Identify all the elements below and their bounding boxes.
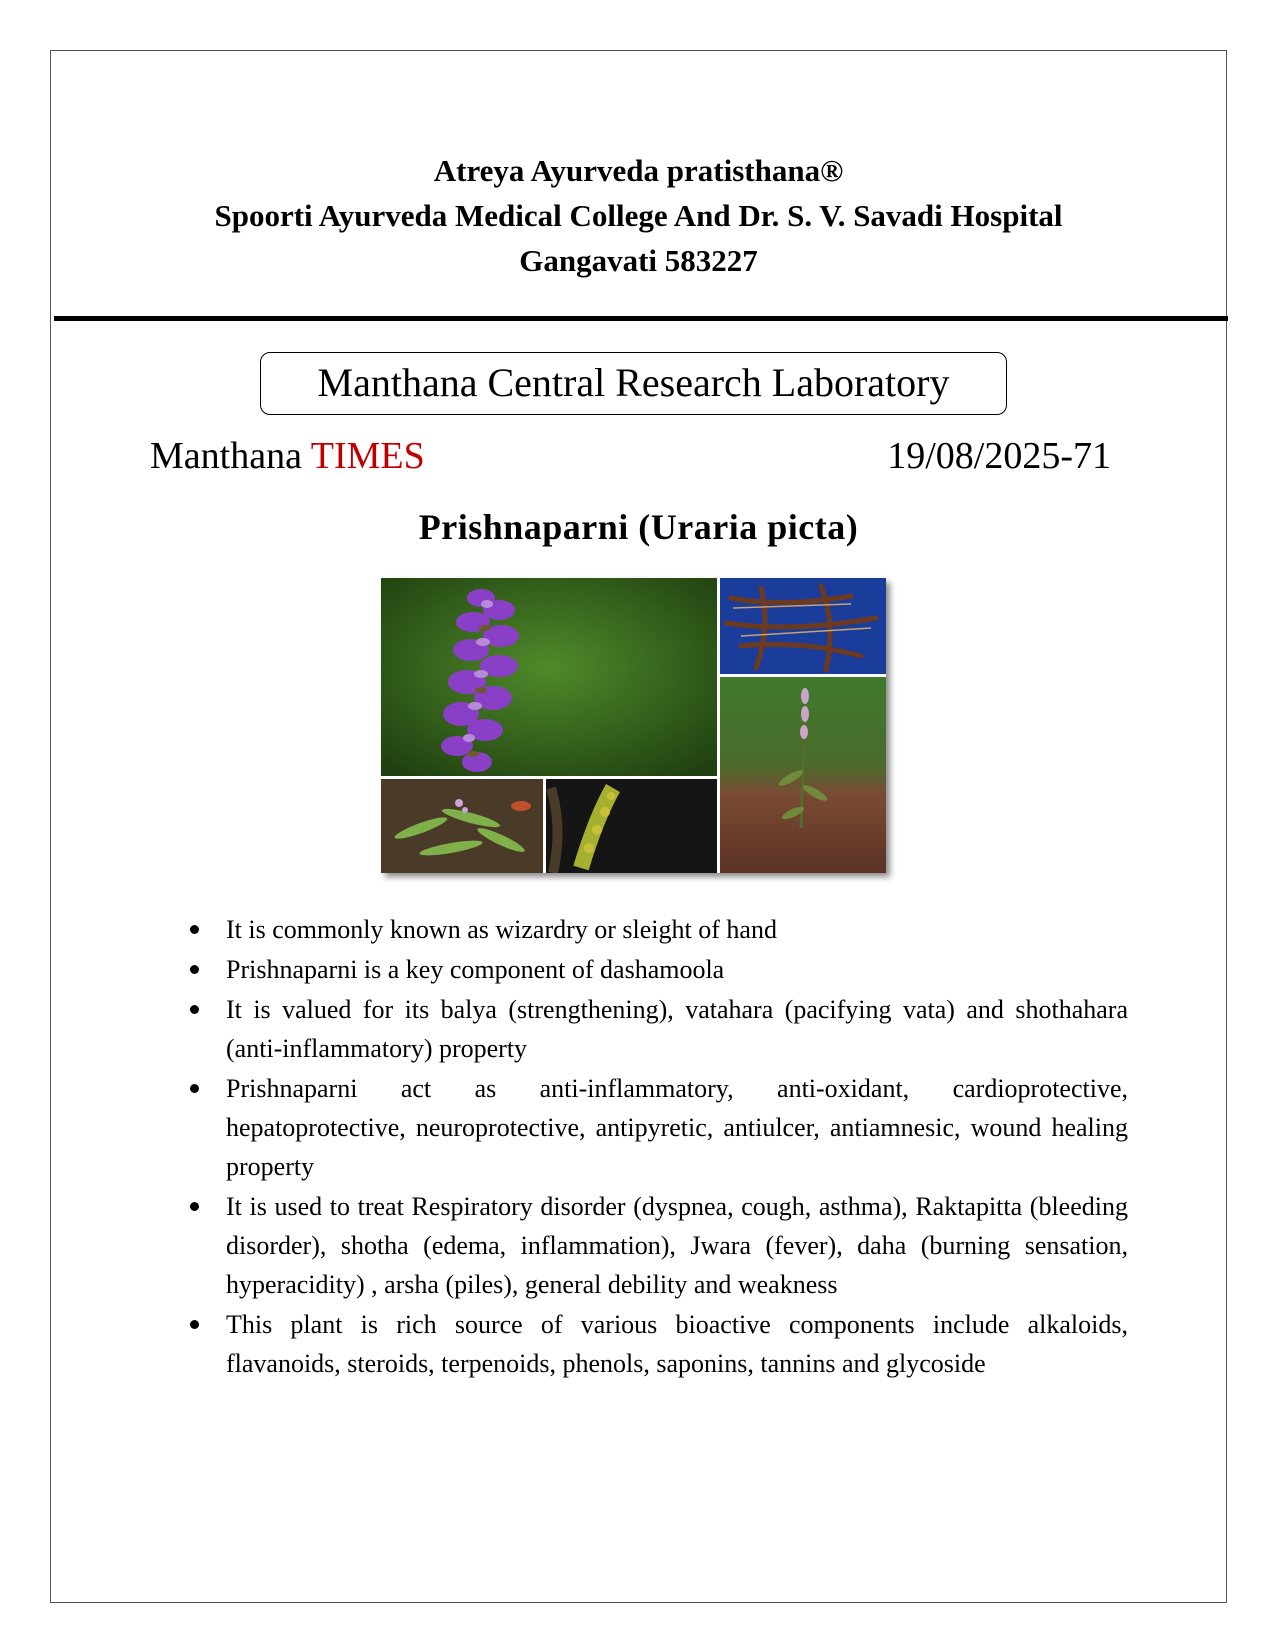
list-item <box>188 1305 1128 1383</box>
list-item-text: Prishnaparni is a key component of dashamoola <box>226 955 725 984</box>
lab-name-box: Manthana Central Research Laboratory <box>260 352 1007 415</box>
list-item-text: It is commonly known as wizardry or sleight of hand <box>226 915 777 944</box>
header-divider <box>54 316 1228 321</box>
header-line-2: Spoorti Ayurveda Medical College And Dr. S. V. Savadi Hospital <box>214 198 1063 233</box>
list-item-text: It is valued for its balya (strengthening), vatahara (pacifying vata) and shothahara (anti-inflammatory) property <box>226 995 1128 1063</box>
field-plant-photo <box>720 677 886 873</box>
article-bullet-list <box>188 910 1128 1384</box>
list-item <box>188 990 1128 1068</box>
list-item <box>188 1187 1128 1304</box>
seedling-photo <box>381 779 543 873</box>
bullet-icon <box>190 925 199 934</box>
plant-photo-collage <box>381 578 886 873</box>
seed-pod-photo <box>546 779 717 873</box>
institution-header <box>50 148 1227 283</box>
list-item <box>188 950 1128 989</box>
bullet-icon <box>190 1202 199 1211</box>
newsletter-name-prefix: Manthana <box>150 435 311 477</box>
roots-photo <box>720 578 886 674</box>
bullet-icon <box>190 1084 199 1093</box>
newsletter-name-accent: TIMES <box>310 435 425 477</box>
bullet-icon <box>190 1320 199 1329</box>
newsletter-name <box>150 433 425 479</box>
list-item-text: This plant is rich source of various bioactive components include alkaloids, flavanoids, steroids, terpenoids, phenols, saponins, tannins and glycoside <box>226 1310 1128 1378</box>
bullet-icon <box>190 965 199 974</box>
header-line-1: Atreya Ayurveda pratisthana® <box>433 153 844 188</box>
list-item <box>188 910 1128 949</box>
list-item-text: It is used to treat Respiratory disorder (dyspnea, cough, asthma), Raktapitta (bleeding disorder), shotha (edema, inflammation), Jwara (fever), daha (burning sensation, hyperacidity) , arsha (piles), general debility and weakness <box>226 1192 1128 1299</box>
header-line-3: Gangavati 583227 <box>519 243 758 278</box>
article-title: Prishnaparni (Uraria picta) <box>418 507 859 547</box>
list-item <box>188 1069 1128 1186</box>
list-item-text: Prishnaparni act as anti-inflammatory, anti-oxidant, cardioprotective, hepatoprotective, neuroprotective, antipyretic, antiulcer, antiamnesic, wound healing property <box>226 1074 1128 1181</box>
bullet-icon <box>190 1005 199 1014</box>
flower-spike-photo <box>381 578 717 776</box>
issue-number: 19/08/2025-71 <box>887 435 1111 477</box>
